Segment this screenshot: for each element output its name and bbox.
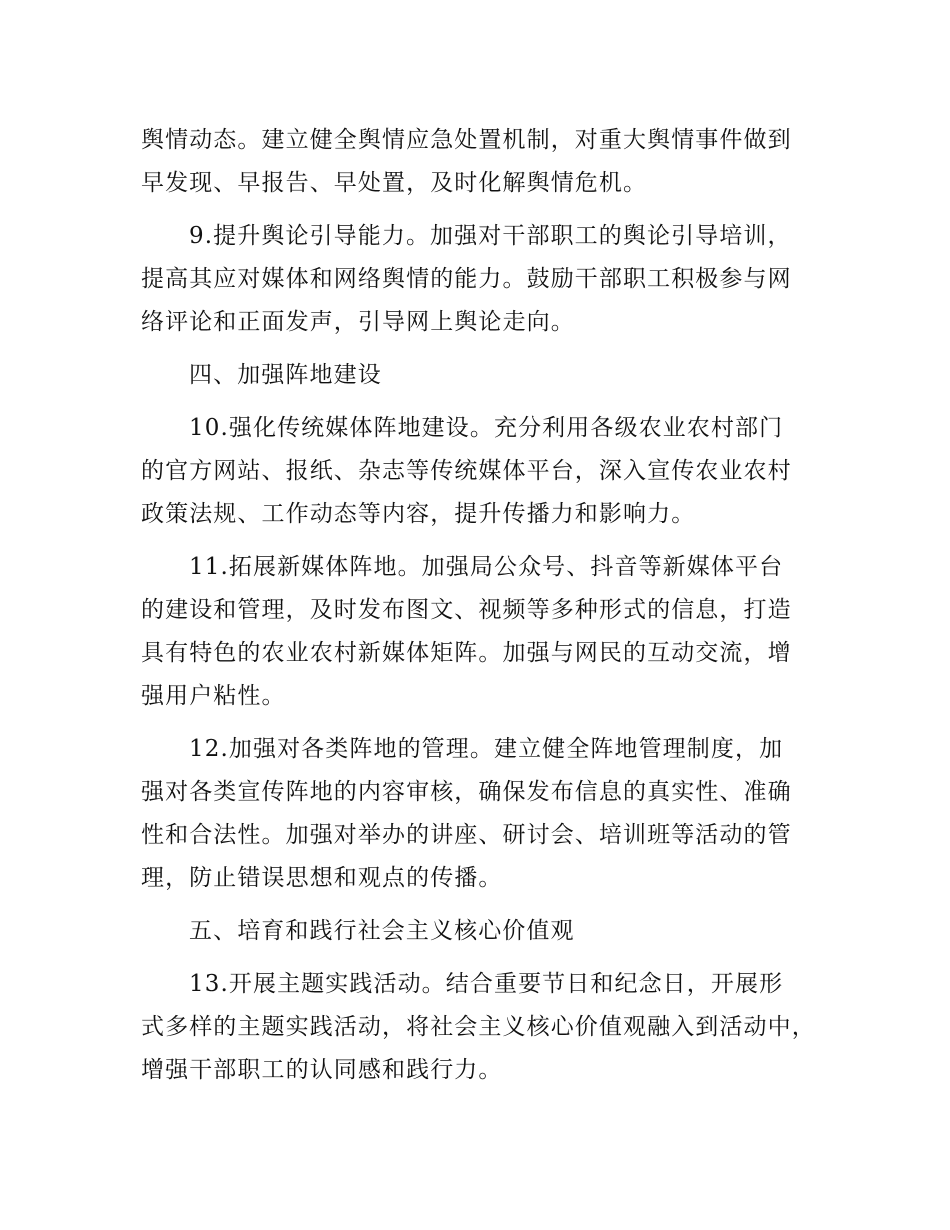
paragraph-item-13 [141,963,816,1092]
text-line: 增强干部职工的认同感和践行力。 [141,1057,503,1083]
text-line: 11.拓展新媒体阵地。加强局公众号、抖音等新媒体平台 [189,554,784,580]
text-line: 提高其应对媒体和网络舆情的能力。鼓励干部职工积极参与网 [141,266,792,292]
section-heading-5 [141,910,811,953]
text-line: 舆情动态。建立健全舆情应急处置机制，对重大舆情事件做到 [141,127,792,153]
paragraph-item-12 [141,728,811,900]
text-line: 理，防止错误思想和观点的传播。 [141,865,503,891]
paragraph-item-11 [141,546,811,718]
text-line: 性和合法性。加强对举办的讲座、研讨会、培训班等活动的管 [141,822,792,848]
text-line: 政策法规、工作动态等内容，提升传播力和影响力。 [141,501,696,527]
paragraph-public-opinion-continued [141,119,811,205]
paragraph-item-9 [141,215,811,344]
text-line: 强用户粘性。 [141,683,286,709]
text-line: 早发现、早报告、早处置，及时化解舆情危机。 [141,170,648,196]
text-line: 13.开展主题实践活动。结合重要节日和纪念日，开展形 [189,971,784,997]
text-line: 的建设和管理，及时发布图文、视频等多种形式的信息，打造 [141,597,792,623]
text-line: 强对各类宣传阵地的内容审核，确保发布信息的真实性、准确 [141,779,792,805]
heading-text: 四、加强阵地建设 [189,362,382,388]
text-line: 的官方网站、报纸、杂志等传统媒体平台，深入宣传农业农村 [141,458,792,484]
text-line: 式多样的主题实践活动，将社会主义核心价值观融入到活动中， [141,1014,816,1040]
section-heading-4 [141,354,811,397]
text-line: 络评论和正面发声，引导网上舆论走向。 [141,309,575,335]
text-line: 具有特色的农业农村新媒体矩阵。加强与网民的互动交流，增 [141,640,792,666]
text-line: 12.加强对各类阵地的管理。建立健全阵地管理制度，加 [189,736,784,762]
document-page [141,119,816,1102]
heading-text: 五、培育和践行社会主义核心价值观 [189,918,575,944]
text-line: 10.强化传统媒体阵地建设。充分利用各级农业农村部门 [189,415,784,441]
text-line: 9.提升舆论引导能力。加强对干部职工的舆论引导培训， [189,223,792,249]
paragraph-item-10 [141,407,811,536]
